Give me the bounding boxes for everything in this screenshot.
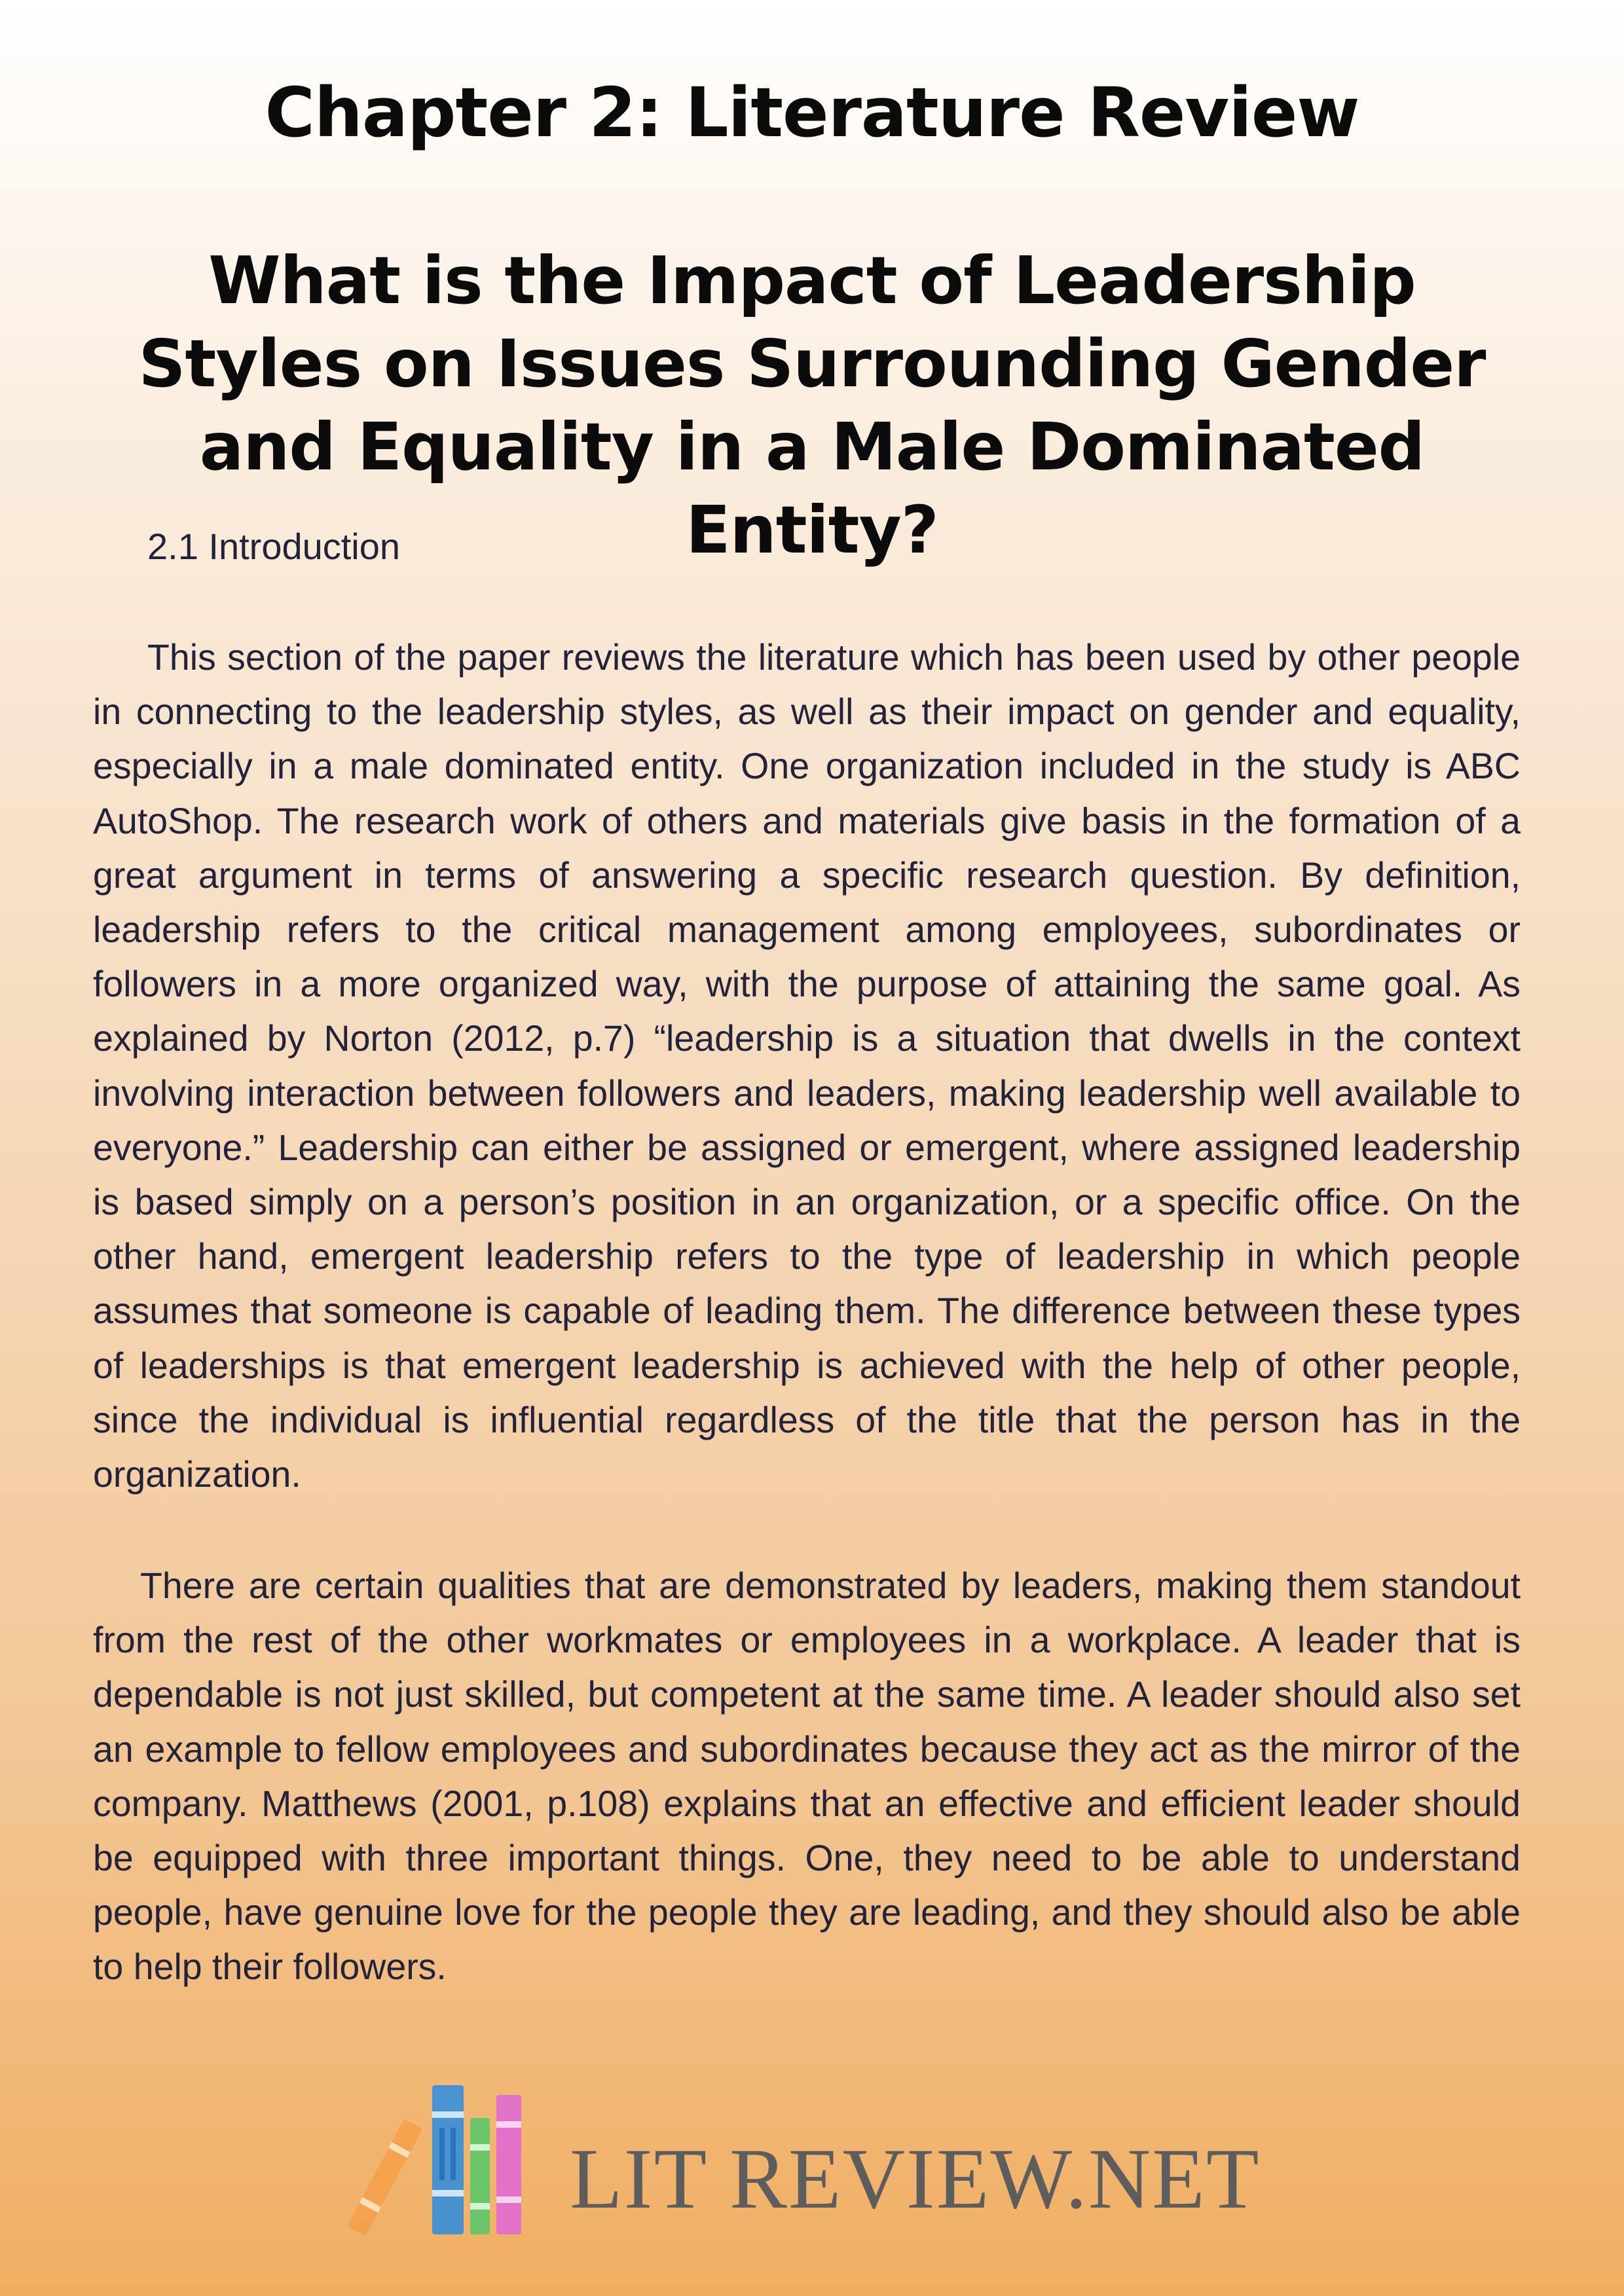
- body-paragraph-2: There are certain qualities that are demonstrated by leaders, making them standout from the rest of the other workmates or employees in a workplace. A leader that is dependable is not just skilled, but competent at the same time. A leader should also set an example to fellow employees and subordinates because they act as the mirror of the company. Matthews (2001, p.108) explains that an effective and efficient leader should be equipped with three important things. One, they need to be able to understand people, have genuine love for the people they are leading, and they should also be able to help their followers.: [93, 1565, 1521, 1988]
- page-title: What is the Impact of Leadership Styles on Issues Surrounding Gender and Equality in a Male Dominated Entity?: [138, 242, 1486, 568]
- books-icon: [347, 2082, 530, 2239]
- site-logo: [347, 2082, 1303, 2239]
- body-paragraph-1: This section of the paper reviews the literature which has been used by other people in connecting to the leadership styles, as well as their impact on gender and equality, especially in a male dominated entity. One organization included in the study is ABC AutoShop. The research work of others and materials give basis in the formation of a great argument in terms of answering a specific research question. By definition, leadership refers to the critical management among employees, subordinates or followers in a more organized way, with the purpose of attaining the same goal. As explained by Norton (2012, p.7) “leadership is a situation that dwells in the context involving interaction between followers and leaders, making leadership well available to everyone.” Leadership can either be assigned or emergent, where assigned leadership is based simply on a person’s position in an organization, or a specific office. On the other hand, emergent leadership refers to the type of leadership in which people assumes that someone is capable of leading them. The difference between these types of leaderships is that emergent leadership is achieved with the help of other people, since the individual is influential regardless of the title that the person has in the organization.: [93, 637, 1521, 1495]
- chapter-title: Chapter 2: Literature Review: [265, 73, 1359, 153]
- section-heading: 2.1 Introduction: [147, 526, 401, 567]
- logo-text: LIT REVIEW.NET: [570, 2130, 1261, 2227]
